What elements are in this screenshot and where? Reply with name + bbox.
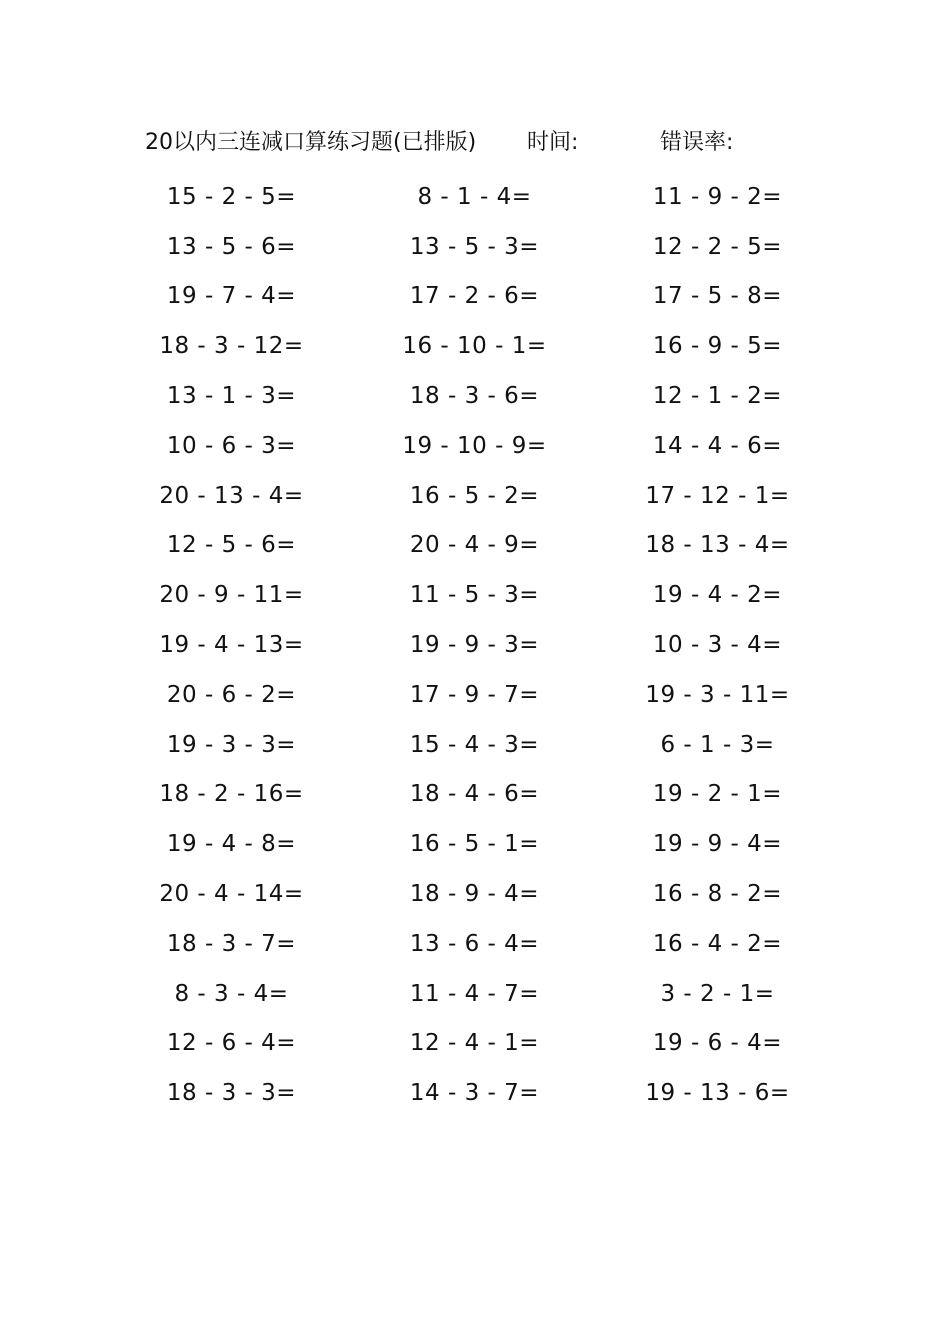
problem-row — [110, 1019, 840, 1069]
problem-row — [110, 421, 840, 471]
problem-item: 17 - 9 - 7= — [409, 681, 540, 708]
problem-item: 3 - 2 - 1= — [660, 980, 775, 1007]
problem-row — [110, 620, 840, 670]
problem-item: 19 - 4 - 13= — [159, 632, 304, 659]
problem-item: 16 - 9 - 5= — [652, 333, 783, 360]
problem-item: 16 - 10 - 1= — [402, 333, 547, 360]
problem-item: 10 - 6 - 3= — [166, 432, 297, 459]
problem-row — [110, 521, 840, 571]
problem-item: 10 - 3 - 4= — [652, 632, 783, 659]
problem-row — [110, 272, 840, 322]
problem-item: 12 - 2 - 5= — [652, 233, 783, 260]
problem-item: 11 - 9 - 2= — [652, 183, 783, 210]
problem-row — [110, 471, 840, 521]
problem-row — [110, 570, 840, 620]
problem-row — [110, 720, 840, 770]
problem-item: 13 - 1 - 3= — [166, 383, 297, 410]
problem-item: 18 - 9 - 4= — [409, 881, 540, 908]
problem-item: 18 - 3 - 6= — [409, 383, 540, 410]
problem-row — [110, 919, 840, 969]
worksheet-header — [0, 125, 950, 161]
problem-row — [110, 969, 840, 1019]
problem-item: 17 - 2 - 6= — [409, 283, 540, 310]
problem-row — [110, 869, 840, 919]
problem-item: 20 - 9 - 11= — [159, 582, 304, 609]
problem-item: 12 - 6 - 4= — [166, 1030, 297, 1057]
problem-item: 15 - 4 - 3= — [409, 731, 540, 758]
problem-item: 16 - 5 - 1= — [409, 831, 540, 858]
problem-item: 18 - 3 - 7= — [166, 930, 297, 957]
problem-item: 19 - 9 - 4= — [652, 831, 783, 858]
problem-item: 11 - 5 - 3= — [409, 582, 540, 609]
problem-item: 19 - 9 - 3= — [409, 632, 540, 659]
problem-row — [110, 172, 840, 222]
problem-item: 12 - 5 - 6= — [166, 532, 297, 559]
problem-item: 19 - 4 - 8= — [166, 831, 297, 858]
problem-item: 6 - 1 - 3= — [660, 731, 775, 758]
problem-item: 13 - 5 - 3= — [409, 233, 540, 260]
problem-item: 11 - 4 - 7= — [409, 980, 540, 1007]
problem-item: 13 - 5 - 6= — [166, 233, 297, 260]
problem-row — [110, 670, 840, 720]
problem-item: 17 - 5 - 8= — [652, 283, 783, 310]
problem-item: 19 - 3 - 11= — [645, 681, 790, 708]
problem-grid — [110, 172, 840, 1118]
problem-item: 15 - 2 - 5= — [166, 183, 297, 210]
problem-item: 19 - 6 - 4= — [652, 1030, 783, 1057]
problem-item: 19 - 4 - 2= — [652, 582, 783, 609]
error-rate-label: 错误率: — [660, 130, 734, 155]
problem-item: 17 - 12 - 1= — [645, 482, 790, 509]
problem-item: 20 - 4 - 9= — [409, 532, 540, 559]
problem-item: 19 - 2 - 1= — [652, 781, 783, 808]
problem-item: 12 - 4 - 1= — [409, 1030, 540, 1057]
problem-row — [110, 1068, 840, 1118]
problem-item: 20 - 13 - 4= — [159, 482, 304, 509]
problem-row — [110, 371, 840, 421]
problem-item: 19 - 13 - 6= — [645, 1080, 790, 1107]
problem-item: 18 - 3 - 3= — [166, 1080, 297, 1107]
problem-item: 14 - 3 - 7= — [409, 1080, 540, 1107]
problem-item: 13 - 6 - 4= — [409, 930, 540, 957]
problem-row — [110, 819, 840, 869]
problem-item: 8 - 3 - 4= — [174, 980, 289, 1007]
time-label: 时间: — [527, 130, 579, 155]
problem-item: 12 - 1 - 2= — [652, 383, 783, 410]
problem-item: 19 - 3 - 3= — [166, 731, 297, 758]
problem-item: 16 - 8 - 2= — [652, 881, 783, 908]
problem-item: 16 - 4 - 2= — [652, 930, 783, 957]
problem-item: 14 - 4 - 6= — [652, 432, 783, 459]
problem-row — [110, 321, 840, 371]
problem-item: 19 - 10 - 9= — [402, 432, 547, 459]
problem-item: 20 - 6 - 2= — [166, 681, 297, 708]
problem-row — [110, 222, 840, 272]
problem-item: 18 - 3 - 12= — [159, 333, 304, 360]
problem-item: 18 - 4 - 6= — [409, 781, 540, 808]
problem-item: 19 - 7 - 4= — [166, 283, 297, 310]
problem-item: 18 - 2 - 16= — [159, 781, 304, 808]
problem-row — [110, 770, 840, 820]
worksheet-title: 20以内三连减口算练习题(已排版) — [145, 130, 477, 155]
problem-item: 20 - 4 - 14= — [159, 881, 304, 908]
problem-item: 16 - 5 - 2= — [409, 482, 540, 509]
problem-item: 18 - 13 - 4= — [645, 532, 790, 559]
problem-item: 8 - 1 - 4= — [417, 183, 532, 210]
